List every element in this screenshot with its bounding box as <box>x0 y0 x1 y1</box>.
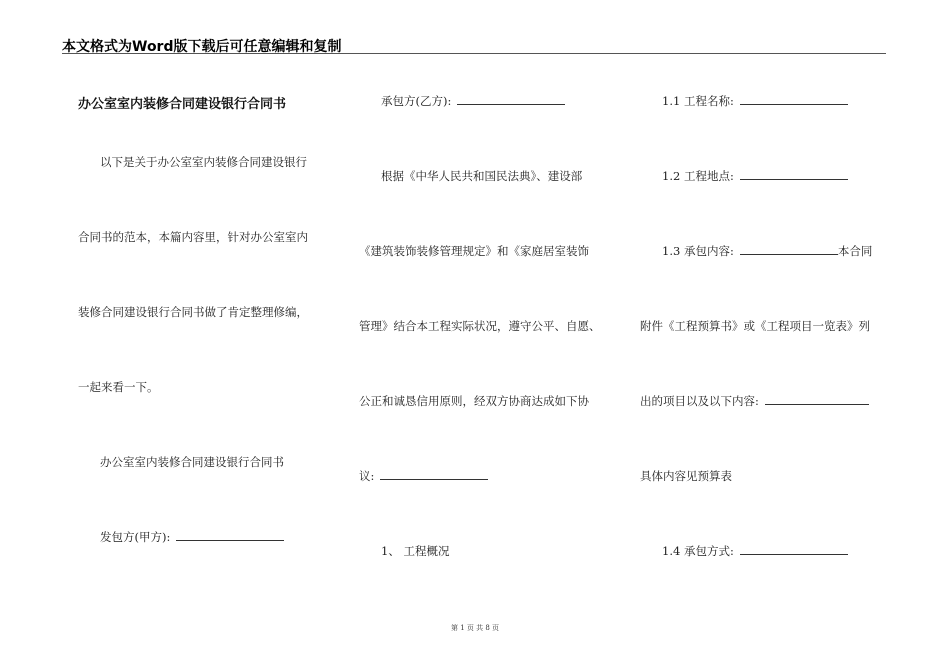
attachment-line-2-label: 出的项目以及以下内容: <box>640 394 759 408</box>
intro-line-1: 以下是关于办公室室内装修合同建设银行 <box>100 155 307 169</box>
basis-line-4: 公正和诚恳信用原则，经双方协商达成如下协 <box>359 394 589 408</box>
party-b-label: 承包方(乙方): <box>381 94 452 108</box>
item-1-4-blank <box>740 544 848 555</box>
basis-line-3: 管理》结合本工程实际状况，遵守公平、自愿、 <box>359 319 601 333</box>
item-1-4-label: 1.4 承包方式: <box>662 544 734 558</box>
item-1-2-line <box>662 168 848 184</box>
header-divider <box>62 53 886 54</box>
basis-line-5-label: 议: <box>359 469 375 483</box>
attachment-blank <box>765 394 869 405</box>
party-a-blank <box>176 530 284 541</box>
item-1-1-line <box>662 93 848 109</box>
intro-line-3: 装修合同建设银行合同书做了肯定整理修编， <box>78 305 308 319</box>
item-1-4-line <box>662 543 848 559</box>
basis-line-1: 根据《中华人民共和国民法典》、建设部 <box>381 169 583 183</box>
item-1-1-label: 1.1 工程名称: <box>662 94 734 108</box>
subtitle: 办公室室内装修合同建设银行合同书 <box>100 455 284 469</box>
basis-line-2: 《建筑装饰装修管理规定》和《家庭居室装饰 <box>359 244 589 258</box>
party-b-blank <box>457 94 565 105</box>
intro-line-4: 一起来看一下。 <box>78 380 159 394</box>
item-1-3-blank <box>740 244 838 255</box>
section-1-heading: 1、 工程概况 <box>381 544 450 558</box>
item-1-3-suffix: 本合同 <box>837 244 873 258</box>
agreement-blank <box>380 469 488 480</box>
detail-line: 具体内容见预算表 <box>640 469 732 483</box>
item-1-1-blank <box>740 94 848 105</box>
page-footer: 第 1 页 共 8 页 <box>450 624 500 632</box>
item-1-3-line <box>662 243 872 259</box>
party-a-line <box>100 529 284 545</box>
party-b-line <box>381 93 565 109</box>
item-1-2-label: 1.2 工程地点: <box>662 169 734 183</box>
attachment-line-2 <box>640 393 869 409</box>
intro-line-2: 合同书的范本，本篇内容里，针对办公室室内 <box>78 230 308 244</box>
page-header-title: 本文格式为Word版下载后可任意编辑和复制 <box>62 39 342 55</box>
document-title: 办公室室内装修合同建设银行合同书 <box>78 97 287 112</box>
item-1-3-label: 1.3 承包内容: <box>662 244 734 258</box>
party-a-label: 发包方(甲方): <box>100 530 171 544</box>
item-1-2-blank <box>740 169 848 180</box>
basis-line-5 <box>359 468 488 484</box>
attachment-line-1: 附件《工程预算书》或《工程项目一览表》列 <box>640 319 870 333</box>
